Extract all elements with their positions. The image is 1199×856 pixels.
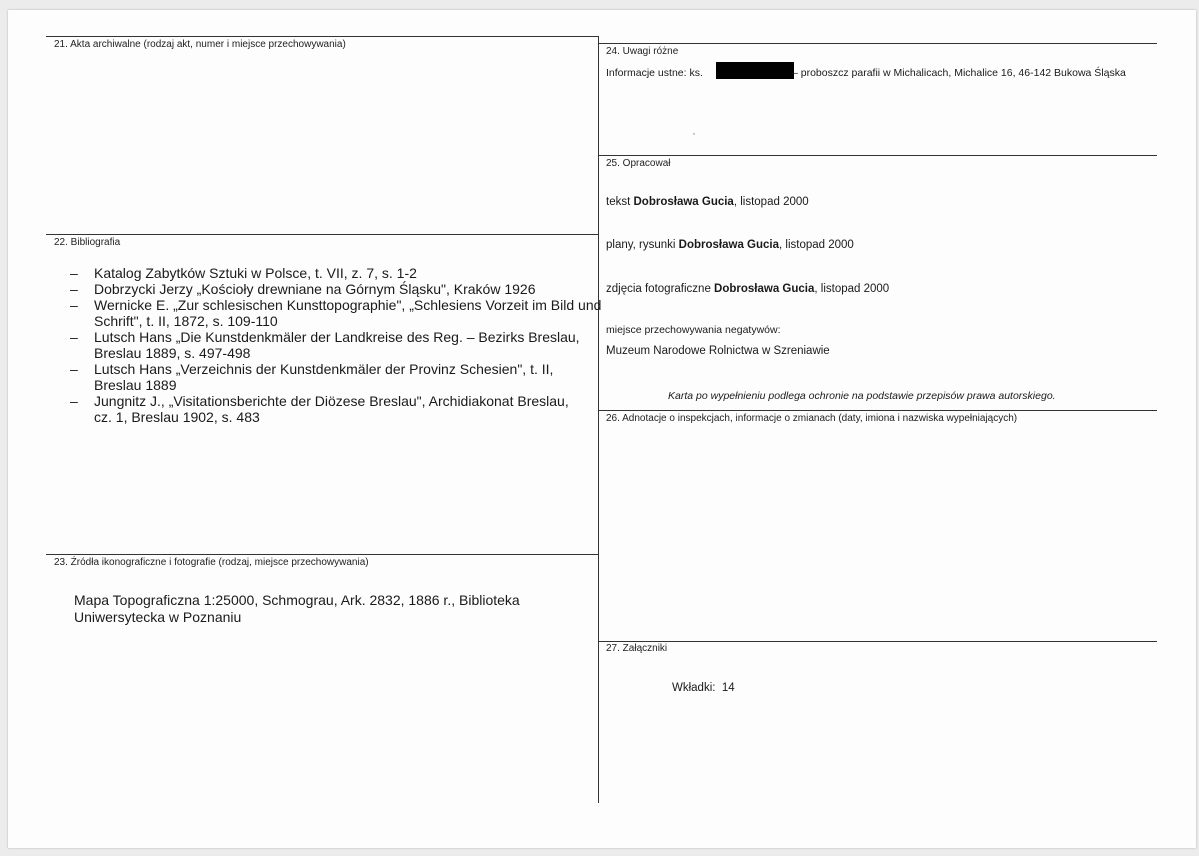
copyright-note: Karta po wypełnieniu podlega ochronie na podstawie przepisów prawa autorskiego. (668, 390, 1056, 402)
s25-rule (598, 155, 1157, 156)
s23-label: 23. Źródła ikonograficzne i fotografie (rodzaj, miejsce przechowywania) (54, 557, 369, 568)
text-author: Dobrosława Gucia (633, 196, 734, 208)
s22-rule (46, 234, 599, 235)
s27-label: 27. Załączniki (606, 643, 668, 654)
record-card-sheet (8, 10, 1196, 848)
s24-label: 24. Uwagi różne (606, 46, 679, 57)
s21-rule (46, 36, 599, 37)
s22-label: 22. Bibliografia (54, 237, 121, 248)
plans-author: Dobrosława Gucia (678, 239, 780, 251)
attachments-count: Wkładki: 14 (672, 682, 735, 694)
iconographic-source: Mapa Topograficzna 1:25000, Schmograu, Ark. 2832, 1886 r., Biblioteka Uniwersytecka w Poznaniu (74, 592, 520, 625)
s21-label: 21. Akta archiwalne (rodzaj akt, numer i miejsce przechowywania) (54, 39, 346, 50)
photos-author: Dobrosława Gucia (714, 283, 815, 295)
s23-rule (46, 554, 599, 555)
s26-rule (598, 410, 1157, 411)
s25-label: 25. Opracował (606, 158, 671, 169)
bibliography-item: – Dobrzycki Jerzy „Kościoły drewniane na Górnym Śląsku", Kraków 1926 (70, 281, 610, 297)
negatives-label: miejsce przechowywania negatywów: (606, 324, 781, 336)
bibliography-item: – Wernicke E. „Zur schlesischen Kunsttopographie", „Schlesiens Vorzeit im Bild und Schrift", t. II, 1872, s. 109-110 (70, 297, 602, 329)
s27-rule (598, 641, 1157, 642)
redacted-name (716, 62, 794, 79)
bibliography-item: – Katalog Zabytków Sztuki w Polsce, t. VII, z. 7, s. 1-2 (70, 265, 610, 281)
oral-info-prefix: Informacje ustne: ks. (606, 67, 703, 79)
plans-prefix: plany, rysunki (606, 239, 676, 251)
bibliography-list (70, 265, 610, 425)
text-author-line (606, 196, 809, 208)
text-prefix: tekst (606, 196, 631, 208)
photos-prefix: zdjęcia fotograficzne (606, 283, 711, 295)
photos-date: , listopad 2000 (814, 283, 890, 295)
bibliography-item: – Lutsch Hans „Die Kunstdenkmäler der Landkreise des Reg. – Bezirks Breslau, Breslau 1889, s. 497-498 (70, 329, 582, 361)
negatives-place: Muzeum Narodowe Rolnictwa w Szreniawie (606, 345, 830, 357)
s24-rule (598, 43, 1157, 44)
bibliography-item: – Lutsch Hans „Verzeichnis der Kunstdenkmäler der Provinz Schesien", t. II, Breslau 1889 (70, 361, 582, 393)
photos-author-line (606, 283, 889, 295)
bibliography-item: – Jungnitz J., „Visitationsberichte der Diözese Breslau", Archidiakonat Breslau, cz. 1, Breslau 1902, s. 483 (70, 393, 572, 425)
plans-author-line (606, 239, 854, 251)
text-date: , listopad 2000 (733, 196, 809, 208)
oral-info-suffix: – proboszcz parafii w Michalicach, Michalice 16, 46-142 Bukowa Śląska (792, 67, 1126, 79)
plans-date: , listopad 2000 (779, 239, 854, 251)
s26-label: 26. Adnotacje o inspekcjach, informacje o zmianach (daty, imiona i nazwiska wypełniających) (606, 413, 1018, 424)
faint-mark: · (692, 126, 697, 140)
